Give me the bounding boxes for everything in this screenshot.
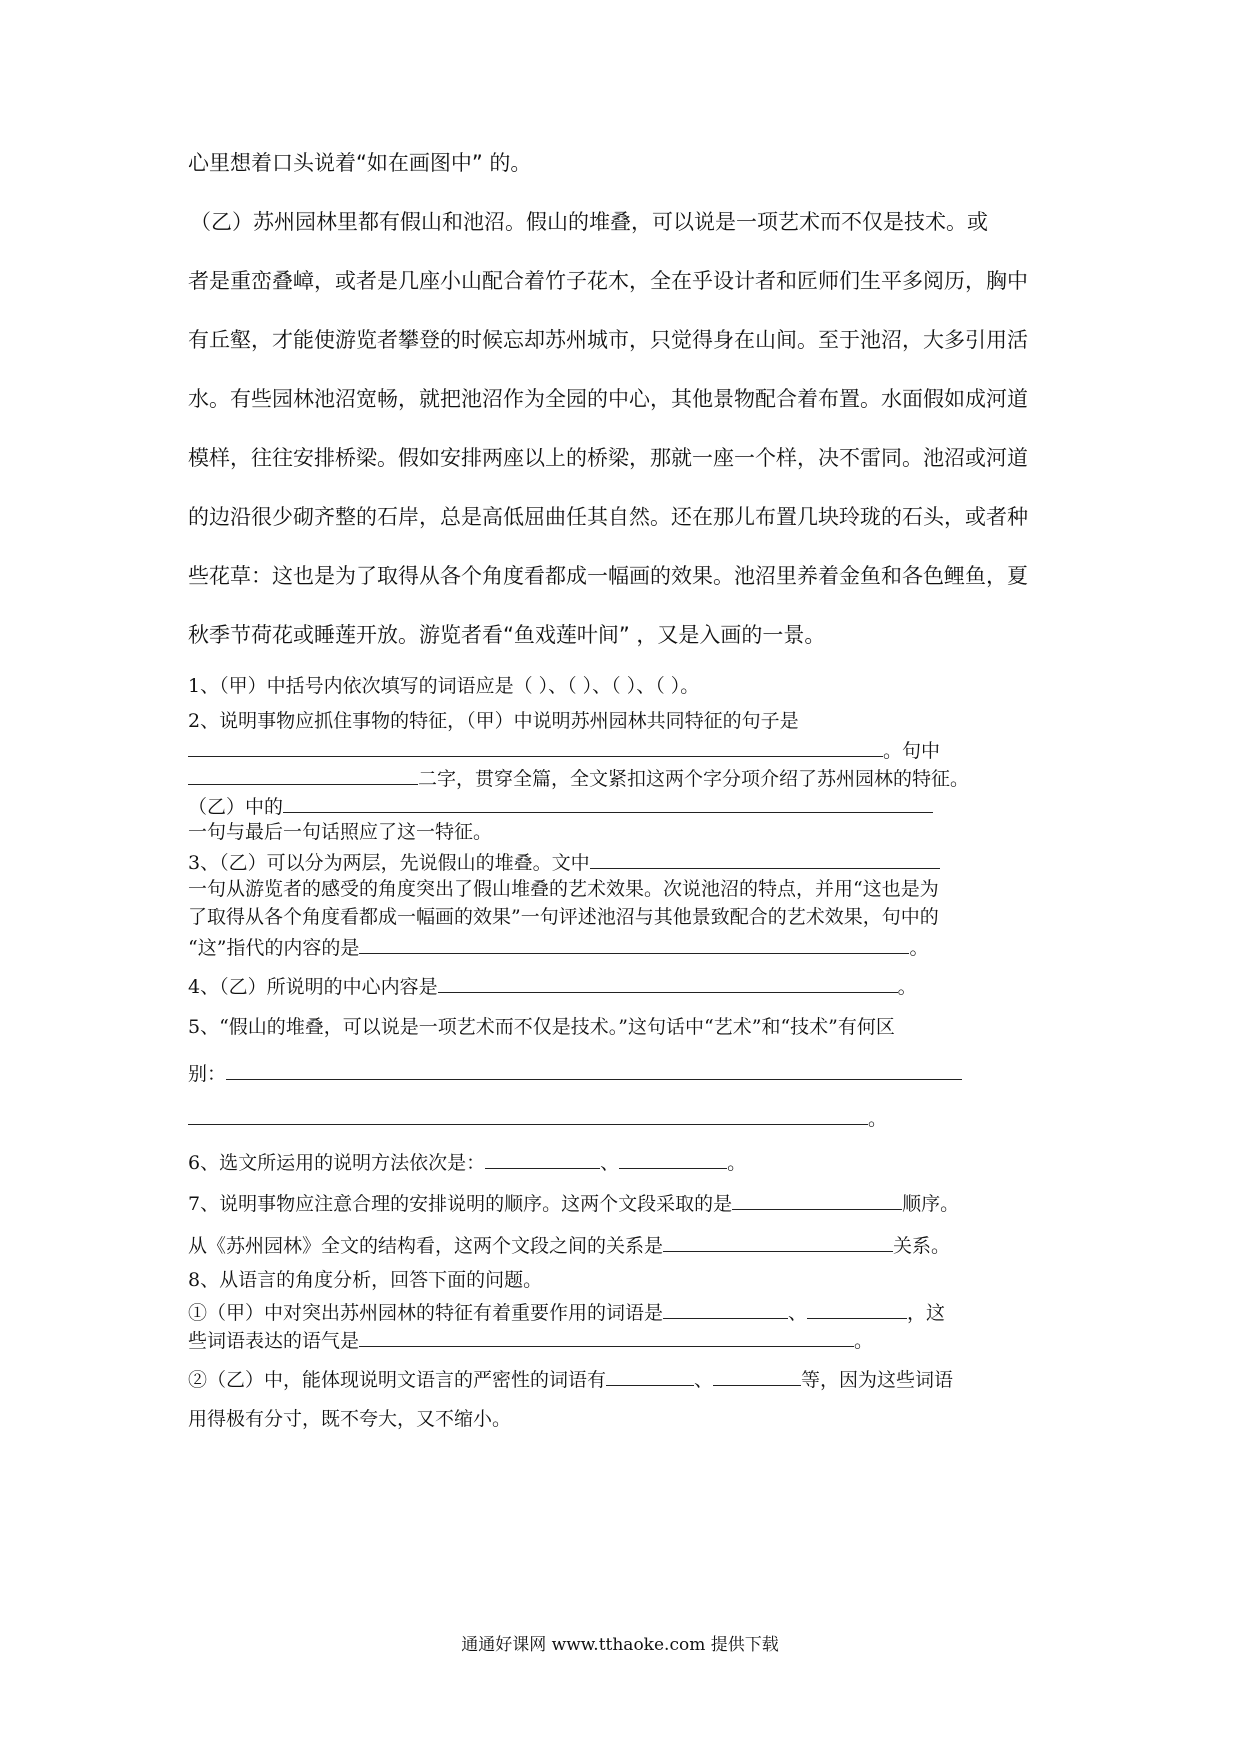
question-1: 1、（甲）中括号内依次填写的词语应是（ ）、（ ）、（ ）、（ ）。 <box>188 675 700 697</box>
question-8-1-line-2: 些词语表达的语气是 。 <box>188 1330 874 1352</box>
question-2-line-1: 2、说明事物应抓住事物的特征，（甲）中说明苏州园林共同特征的句子是 <box>188 710 799 732</box>
question-5-line-3: 。 <box>188 1108 887 1129</box>
question-3-line-2: 一句从游览者的感受的角度突出了假山堆叠的艺术效果。次说池沼的特点，并用“这也是为 <box>188 878 939 900</box>
answer-blank[interactable] <box>188 768 418 785</box>
question-2-line-2: 。句中 <box>188 740 940 761</box>
question-6: 6、选文所运用的说明方法依次是： 、 。 <box>188 1152 747 1174</box>
question-8-2-line-2: 用得极有分寸，既不夸大，又不缩小。 <box>188 1408 512 1430</box>
question-3-line-4: “这”指代的内容的是 。 <box>188 937 929 959</box>
passage-line: 模样，往往安排桥梁。假如安排两座以上的桥梁，那就一座一个样，决不雷同。池沼或河道 <box>188 446 1028 470</box>
question-7-line-1: 7、说明事物应注意合理的安排说明的顺序。这两个文段采取的是 顺序。 <box>188 1193 960 1215</box>
question-3-line-3: 了取得从各个角度看都成一幅画的效果”一句评述池沼与其他景致配合的艺术效果，句中的 <box>188 906 939 928</box>
answer-blank[interactable] <box>359 937 909 954</box>
answer-blank[interactable] <box>606 1369 694 1386</box>
question-8-2-line-1: ②（乙）中，能体现说明文语言的严密性的词语有 、 等，因为这些词语 <box>188 1369 954 1391</box>
passage-line: 有丘壑，才能使游览者攀登的时候忘却苏州城市，只觉得身在山间。至于池沼，大多引用活 <box>188 328 1028 352</box>
answer-blank[interactable] <box>713 1369 801 1386</box>
answer-blank[interactable] <box>619 1152 727 1169</box>
answer-blank[interactable] <box>359 1330 854 1347</box>
passage-line: 心里想着口头说着“如在画图中” 的。 <box>188 151 532 175</box>
question-2-line-5: 一句与最后一句话照应了这一特征。 <box>188 821 493 843</box>
answer-blank[interactable] <box>188 740 883 757</box>
question-3-line-1: 3、（乙）可以分为两层，先说假山的堆叠。文中 <box>188 852 940 873</box>
passage-line: 者是重峦叠嶂，或者是几座小山配合着竹子花木，全在乎设计者和匠师们生平多阅历，胸中 <box>188 269 1028 293</box>
answer-blank[interactable] <box>283 796 933 813</box>
question-2-line-4: （乙）中的 <box>188 796 933 817</box>
answer-blank[interactable] <box>226 1063 962 1080</box>
answer-blank[interactable] <box>663 1302 788 1319</box>
answer-blank[interactable] <box>188 1108 868 1125</box>
passage-line: 水。有些园林池沼宽畅，就把池沼作为全园的中心，其他景物配合着布置。水面假如成河道 <box>188 387 1028 411</box>
passage-line: 的边沿很少砌齐整的石岸，总是高低屈曲任其自然。还在那儿布置几块玲珑的石头，或者种 <box>188 505 1028 529</box>
page-footer: 通通好课网 www.tthaoke.com 提供下载 <box>461 1635 779 1655</box>
passage-line: 秋季节荷花或睡莲开放。游览者看“鱼戏莲叶间” ，又是入画的一景。 <box>188 623 826 647</box>
question-5-line-2: 别： <box>188 1063 962 1084</box>
question-7-line-2: 从《苏州园林》全文的结构看，这两个文段之间的关系是 关系。 <box>188 1235 951 1257</box>
question-8-title: 8、从语言的角度分析，回答下面的问题。 <box>188 1269 543 1291</box>
answer-blank[interactable] <box>590 852 940 869</box>
question-2-line-3: 二字，贯穿全篇，全文紧扣这两个字分项介绍了苏州园林的特征。 <box>188 768 969 789</box>
question-5-line-1: 5、“假山的堆叠，可以说是一项艺术而不仅是技术。”这句话中“艺术”和“技术”有何区 <box>188 1016 895 1038</box>
answer-blank[interactable] <box>807 1302 907 1319</box>
answer-blank[interactable] <box>485 1152 600 1169</box>
answer-blank[interactable] <box>438 976 898 993</box>
answer-blank[interactable] <box>663 1235 893 1252</box>
answer-blank[interactable] <box>732 1193 902 1210</box>
question-8-1-line-1: ①（甲）中对突出苏州园林的特征有着重要作用的词语是 、 ，这 <box>188 1302 946 1324</box>
passage-line: 些花草：这也是为了取得从各个角度看都成一幅画的效果。池沼里养着金鱼和各色鲤鱼，夏 <box>188 564 1028 588</box>
passage-line: （乙）苏州园林里都有假山和池沼。假山的堆叠，可以说是一项艺术而不仅是技术。或 <box>190 210 988 234</box>
question-4: 4、（乙）所说明的中心内容是 。 <box>188 976 917 998</box>
